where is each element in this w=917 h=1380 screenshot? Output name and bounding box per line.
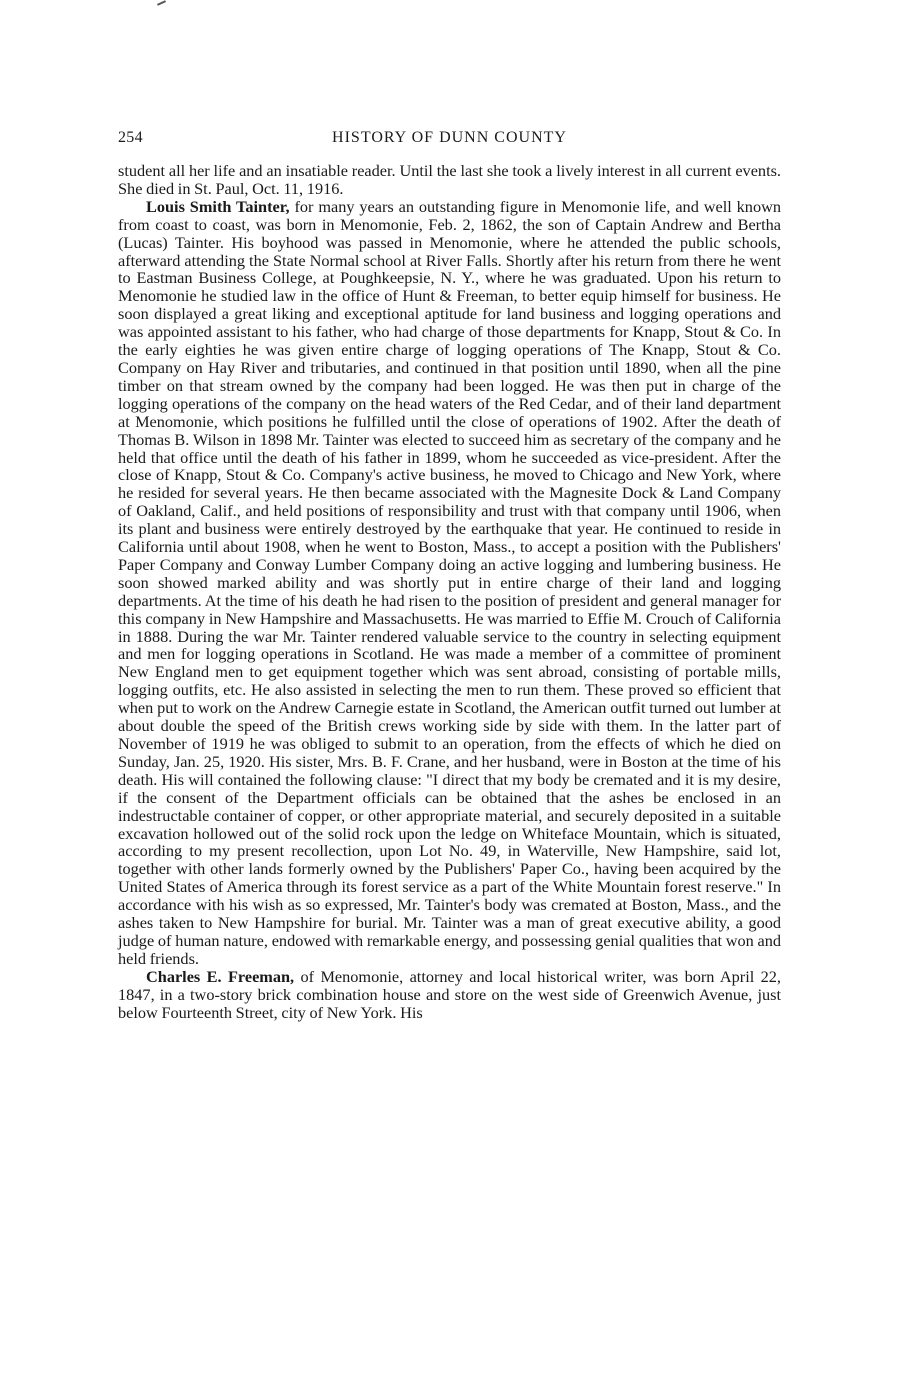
- paragraph-text: for many years an outstanding figure in Menomonie life, and well known from coast to coast, was born in Menomonie, Feb. 2, 1862, the son of Captain Andrew and Bertha (Lucas) Tainter. His boyhood was passed in Menomonie, where he attended the public schools, afterward attending the State Normal school at River Falls. Shortly after his return from there he went to Eastman Business College, at Poughkeepsie, N. Y., where he was graduated. Upon his return to Menomonie he studied law in the office of Hunt & Freeman, to better equip himself for business. He soon displayed a great liking and exceptional aptitude for land business and logging operations and was appointed assistant to his father, who had charge of those departments for Knapp, Stout & Co. In the early eighties he was given entire charge of logging operations of The Knapp, Stout & Co. Company on Hay River and tributaries, and continued in that position until 1890, when all the pine timber on that stream owned by the company had been logged. He was then put in charge of the logging operations of the company on the head waters of the Red Cedar, and of their land department at Menomonie, which positions he fulfilled until the close of operations of 1902. After the death of Thomas B. Wilson in 1898 Mr. Tainter was elected to succeed him as secretary of the company and he held that office until the death of his father in 1899, whom he succeeded as vice-president. After the close of Knapp, Stout & Co. Company's active business, he moved to Chicago and New York, where he resided for several years. He then became associated with the Magnesite Dock & Land Company of Oakland, Calif., and held positions of responsibility and trust with that company until 1906, when its plant and business were entirely destroyed by the earthquake that year. He continued to reside in California until about 1908, when he went to Boston, Mass., to accept a position with the Publishers' Paper Company and Conway Lumber Company doing an active logging and lumbering business. He soon showed marked ability and was shortly put in entire charge of their land and logging departments. At the time of his death he had risen to the position of president and general manager for this company in New Hampshire and Massachusetts. He was married to Effie M. Crouch of California in 1888. During the war Mr. Tainter rendered valuable service to the country in selecting equipment and men for logging operations in Scotland. He was made a member of a committee of prominent New England men to get equipment together which was sent abroad, consisting of portable mills, logging outfits, etc. He also assisted in selecting the men to run them. These proved so efficient that when put to work on the Andrew Carnegie estate in Scotland, the American outfit turned out lumber at about double the speed of the British crews working side by side with them. In the latter part of November of 1919 he was obliged to submit to an operation, from the effects of which he died on Sunday, Jan. 25, 1920. His sister, Mrs. B. F. Crane, and her husband, were in Boston at the time of his death. His will contained the following clause: "I direct that my body be cremated and it is my desire, if the consent of the Department officials can be obtained that the ashes be enclosed in an indestructable container of copper, or other appropriate material, and securely deposited in a suitable excavation hollowed out of the solid rock upon the ledge on Whiteface Mountain, which is situated, according to my present recollection, upon Lot No. 49, in Waterville, New Hampshire, said lot, together with other lands formerly owned by the Publishers' Paper Co., having been acquired by the United States of America through its forest service as a part of the White Mountain forest reserve." In accordance with his wish as so expressed, Mr. Tainter's body was cremated at Boston, Mass., and the ashes taken to New Hampshire for burial. Mr. Tainter was a man of great executive ability, a good judge of human nature, endowed with remarkable energy, and possessing genial qualities that won and held friends.: [118, 196, 781, 968]
- page-header: [118, 129, 781, 151]
- paragraph-text: student all her life and an insatiable reader. Until the last she took a lively interest in all current events. She died in St. Paul, Oct. 11, 1916.: [118, 161, 781, 198]
- entry-name: Louis Smith Tainter,: [146, 196, 290, 216]
- page-number: 254: [118, 129, 143, 146]
- entry-name: Charles E. Freeman,: [146, 966, 295, 986]
- running-title: HISTORY OF DUNN COUNTY: [332, 129, 567, 146]
- ink-speck: [157, 0, 166, 6]
- paragraph-continuation: [118, 162, 781, 198]
- paragraph-tainter: [118, 198, 781, 968]
- paragraph-text: of Menomonie, attorney and local historical writer, was born April 22, 1847, in a two-story brick combination house and store on the west side of Greenwich Avenue, just below Fourteenth Street, city of New York. His: [118, 966, 781, 1022]
- body-text: [118, 162, 781, 1022]
- paragraph-freeman: [118, 968, 781, 1022]
